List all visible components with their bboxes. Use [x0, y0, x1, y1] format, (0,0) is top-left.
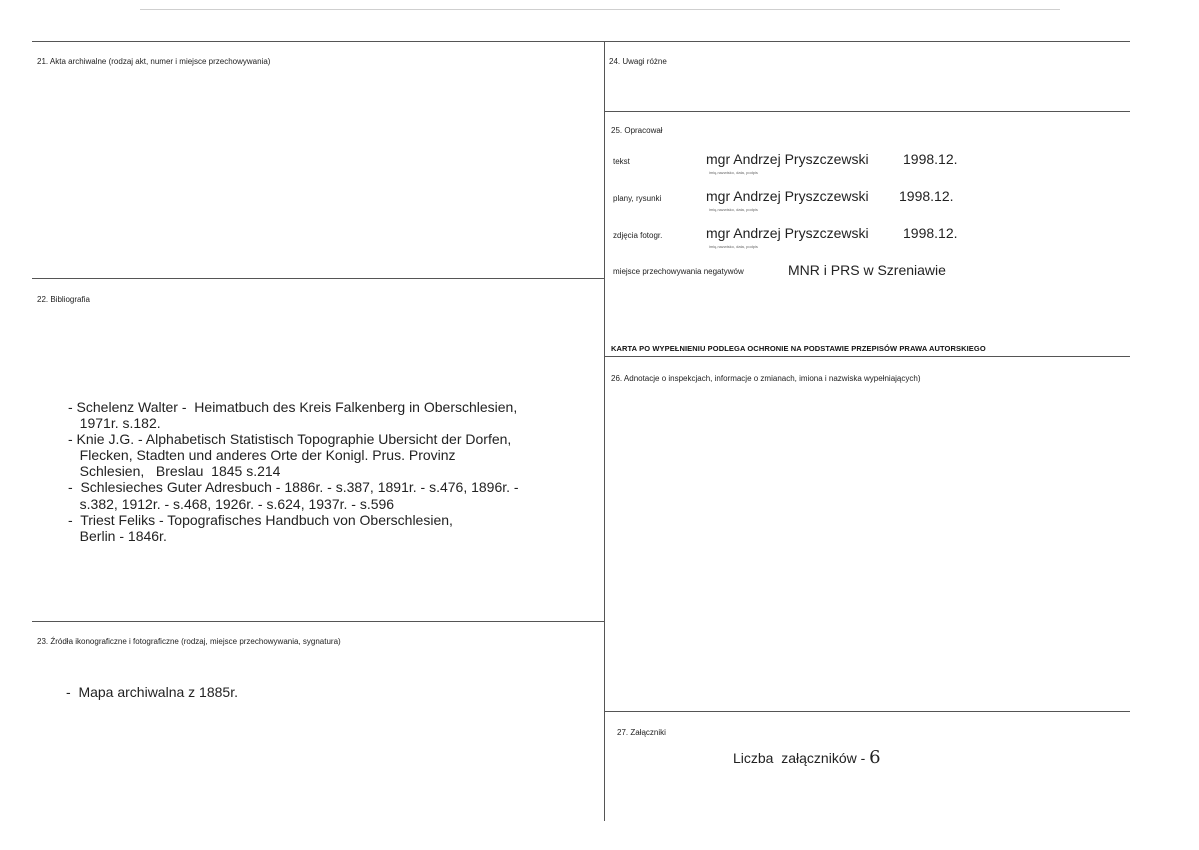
author-row-label-text: tekst	[613, 157, 630, 166]
section-23-value: - Mapa archiwalna z 1885r.	[66, 684, 238, 700]
bibliography-line: 1971r. s.182.	[68, 415, 161, 432]
bibliography-line: s.382, 1912r. - s.468, 1926r. - s.624, 1937r. - s.596	[68, 495, 395, 512]
bibliography-line: - Schlesieches Guter Adresbuch - 1886r. - s.387, 1891r. - s.476, 1896r. -	[68, 479, 519, 496]
section-23-label: 23. Źródła ikonograficzne i fotograficzne (rodzaj, miejsce przechowywania, sygnatura)	[37, 637, 341, 646]
negatives-label: miejsce przechowywania negatywów	[613, 267, 744, 276]
author-date-photos: 1998.12.	[903, 225, 958, 241]
bibliography-list	[68, 399, 598, 544]
section-24-label: 24. Uwagi różne	[609, 57, 667, 66]
attachments-number: 6	[869, 747, 881, 768]
divider-21-22	[32, 278, 604, 279]
divider-22-23	[32, 621, 604, 622]
bibliography-line: - Schelenz Walter - Heimatbuch des Kreis Falkenberg in Oberschlesien,	[68, 399, 518, 415]
bibliography-line: Berlin - 1846r.	[68, 527, 167, 544]
section-26-label: 26. Adnotacje o inspekcjach, informacje o zmianach, imiona i nazwiska wypełniających)	[611, 374, 921, 383]
section-27-label: 27. Załączniki	[617, 728, 666, 737]
author-row-label-photos: zdjęcia fotogr.	[613, 231, 663, 240]
author-caption-plans: imię,nazwisko, data, podpis	[709, 207, 758, 212]
author-date-plans: 1998.12.	[899, 188, 954, 204]
copyright-notice: KARTA PO WYPEŁNIENIU PODLEGA OCHRONIE NA PODSTAWIE PRZEPISÓW PRAWA AUTORSKIEGO	[611, 344, 986, 353]
divider-26-27	[604, 711, 1130, 712]
author-row-label-plans: plany, rysunki	[613, 194, 662, 203]
attachments-label: Liczba załączników -	[733, 750, 870, 766]
section-25-label: 25. Opracował	[611, 126, 663, 135]
author-date-text: 1998.12.	[903, 151, 958, 167]
column-divider	[604, 41, 605, 821]
bibliography-line: - Triest Feliks - Topografisches Handbuch von Oberschlesien,	[68, 511, 453, 528]
author-name-plans: mgr Andrzej Pryszczewski	[706, 188, 869, 204]
divider-24-25	[604, 111, 1130, 112]
scan-top-edge	[140, 9, 1060, 10]
divider-notice-26	[604, 356, 1130, 357]
author-caption-photos: imię,nazwisko, data, podpis	[709, 244, 758, 249]
author-name-text: mgr Andrzej Pryszczewski	[706, 151, 869, 167]
author-caption-text: imię,nazwisko, data, podpis	[709, 170, 758, 175]
attachments-count	[733, 747, 881, 768]
bibliography-line: Schlesien, Breslau 1845 s.214	[68, 463, 281, 480]
section-21-label: 21. Akta archiwalne (rodzaj akt, numer i miejsce przechowywania)	[37, 57, 271, 66]
bibliography-line: Flecken, Stadten und anderes Orte der Konigl. Prus. Provinz	[68, 447, 456, 464]
form-top-border	[32, 41, 1130, 42]
bibliography-line: - Knie J.G. - Alphabetisch Statistisch Topographie Ubersicht der Dorfen,	[68, 431, 512, 448]
section-22-label: 22. Bibliografia	[37, 295, 90, 304]
negatives-value: MNR i PRS w Szreniawie	[788, 262, 946, 278]
author-name-photos: mgr Andrzej Pryszczewski	[706, 225, 869, 241]
